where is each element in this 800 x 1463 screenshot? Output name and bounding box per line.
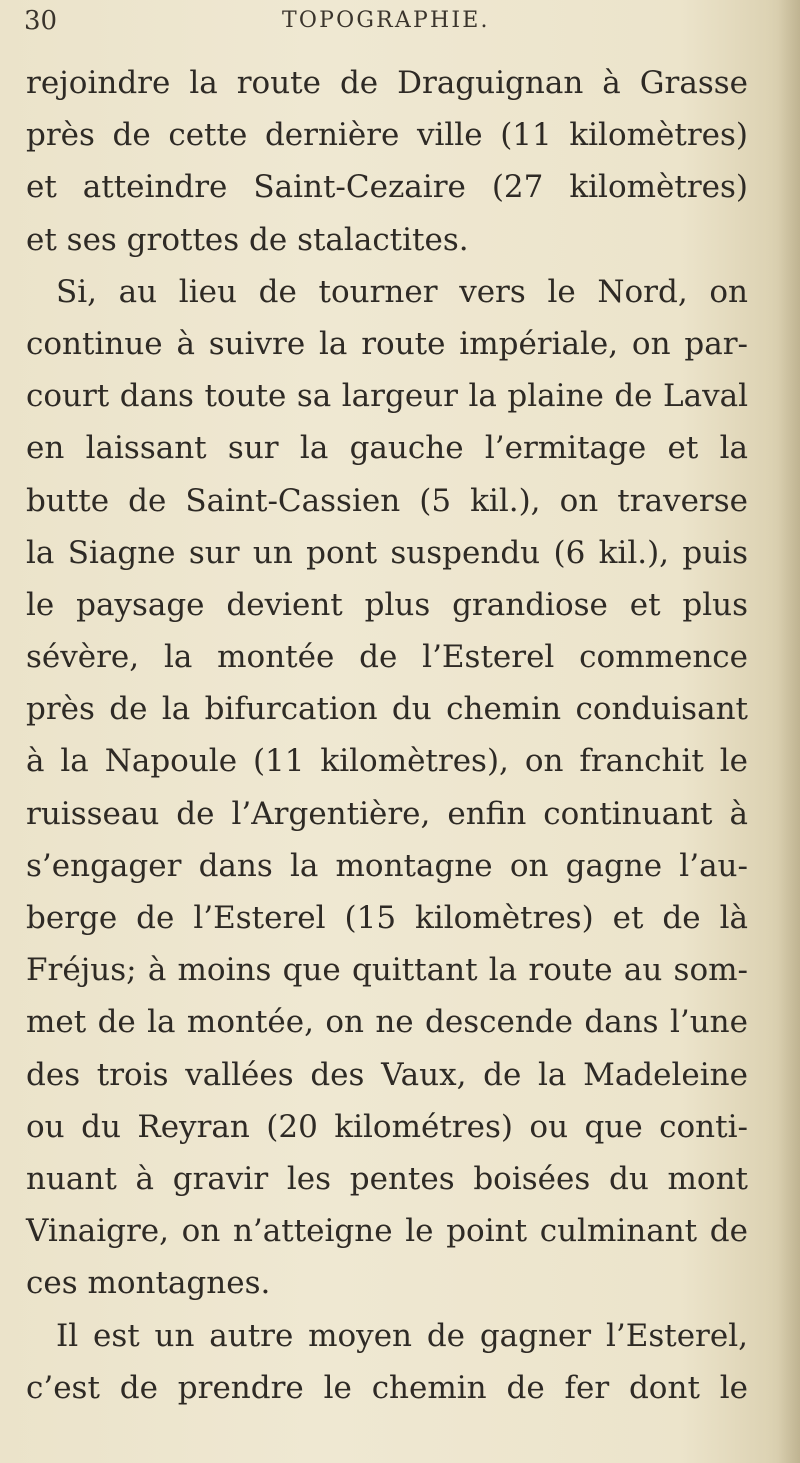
- text-line: près de cette dernière ville (11 kilomètres): [26, 117, 748, 154]
- text-line: court dans toute sa largeur la plaine de Laval: [26, 378, 748, 415]
- text-line: s’engager dans la montagne on gagne l’au-: [26, 847, 748, 884]
- body-text: [26, 57, 748, 1414]
- text-line: Il est un autre moyen de gagner l’Esterel,: [56, 1317, 748, 1354]
- page-number: 30: [24, 6, 58, 36]
- text-line: et atteindre Saint-Cezaire (27 kilomètres): [26, 169, 748, 206]
- text-line: met de la montée, on ne descende dans l’une: [26, 1004, 748, 1041]
- text-line: ces montagnes.: [26, 1265, 271, 1302]
- text-line: sévère, la montée de l’Esterel commence: [26, 639, 748, 676]
- text-line: ou du Reyran (20 kilométres) ou que conti-: [26, 1108, 748, 1145]
- text-line: ruisseau de l’Argentière, enfin continuant à: [26, 795, 748, 832]
- text-line: Si, au lieu de tourner vers le Nord, on: [56, 273, 748, 310]
- text-line: près de la bifurcation du chemin conduisant: [26, 691, 748, 728]
- text-line: Vinaigre, on n’atteigne le point culminant de: [26, 1213, 748, 1250]
- text-line: le paysage devient plus grandiose et plus: [26, 586, 748, 623]
- text-line: des trois vallées des Vaux, de la Madeleine: [26, 1056, 748, 1093]
- text-line: continue à suivre la route impériale, on par-: [26, 325, 748, 362]
- text-line: berge de l’Esterel (15 kilomètres) et de là: [26, 900, 748, 936]
- page-header: [0, 2, 800, 42]
- text-line: à la Napoule (11 kilomètres), on franchit le: [26, 743, 748, 780]
- text-line: et ses grottes de stalactites.: [26, 221, 469, 258]
- running-head: TOPOGRAPHIE.: [282, 8, 490, 33]
- text-line: Fréjus; à moins que quittant la route au som-: [26, 952, 748, 989]
- text-line: butte de Saint-Cassien (5 kil.), on traverse: [26, 482, 748, 519]
- text-line: c’est de prendre le chemin de fer dont le: [26, 1369, 748, 1406]
- text-line: nuant à gravir les pentes boisées du mont: [26, 1160, 748, 1197]
- text-line: en laissant sur la gauche l’ermitage et la: [26, 430, 748, 467]
- text-line: la Siagne sur un pont suspendu (6 kil.), puis: [26, 534, 748, 571]
- text-line: rejoindre la route de Draguignan à Grasse: [26, 65, 748, 101]
- page-edge-shadow: [778, 0, 800, 1463]
